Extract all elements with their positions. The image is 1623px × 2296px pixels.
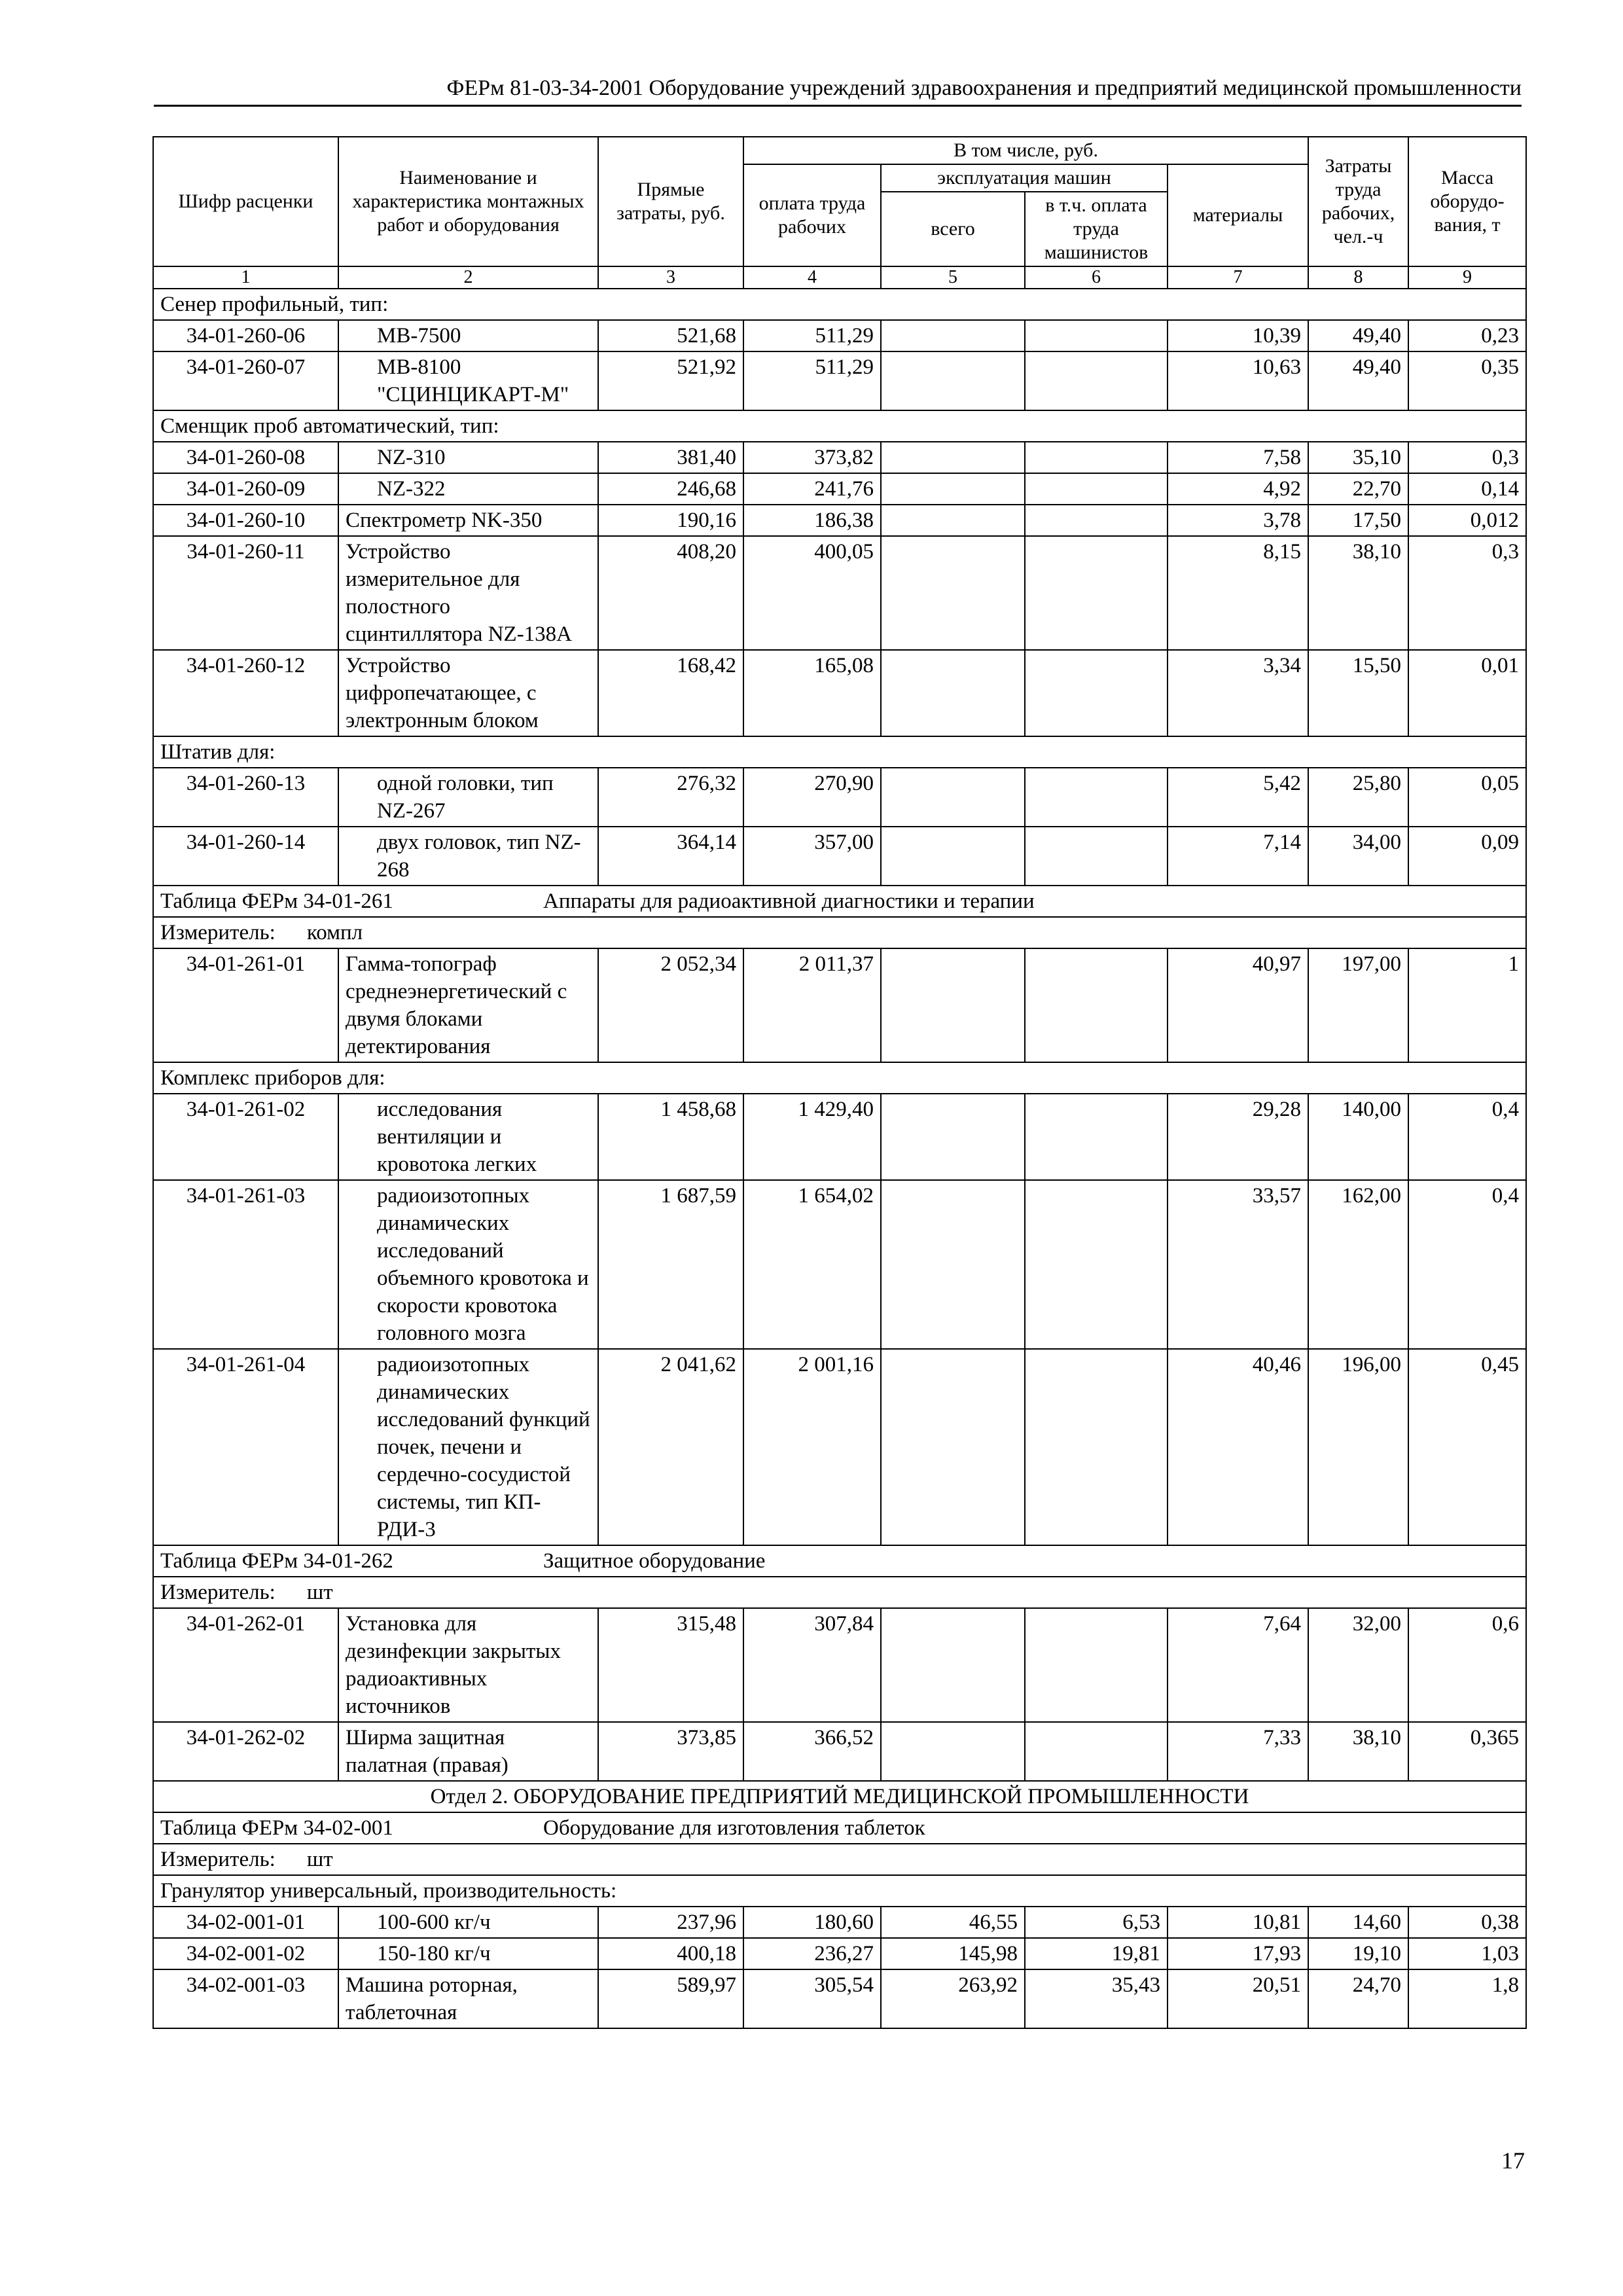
labor-cost: 511,29 <box>743 320 881 351</box>
page-header: ФЕРм 81-03-34-2001 Оборудование учреждений здравоохранения и предприятий медицинской промышленности <box>154 73 1522 107</box>
equipment-mass: 0,4 <box>1408 1180 1526 1349</box>
machine-cost <box>881 1094 1025 1180</box>
direct-cost: 190,16 <box>598 505 743 536</box>
machinist-cost <box>1025 1349 1168 1545</box>
rate-name: Спектрометр NK-350 <box>338 505 598 536</box>
machine-cost <box>881 536 1025 650</box>
rate-code: 34-01-260-09 <box>153 473 338 505</box>
materials-cost: 10,39 <box>1168 320 1308 351</box>
direct-cost: 408,20 <box>598 536 743 650</box>
rate-code: 34-01-260-06 <box>153 320 338 351</box>
machinist-cost <box>1025 320 1168 351</box>
rate-code: 34-01-260-08 <box>153 442 338 473</box>
col-mach-labor-header: в т.ч. оплата труда машинистов <box>1025 192 1168 266</box>
machine-cost <box>881 320 1025 351</box>
rate-code: 34-02-001-02 <box>153 1938 338 1969</box>
rate-code: 34-01-262-02 <box>153 1722 338 1781</box>
labor-cost: 2 001,16 <box>743 1349 881 1545</box>
table-title-row <box>153 1812 1526 1844</box>
direct-cost: 2 041,62 <box>598 1349 743 1545</box>
table-row <box>153 1907 1526 1938</box>
section-row <box>153 1875 1526 1907</box>
labor-hours: 38,10 <box>1308 536 1408 650</box>
col-incl-header: В том числе, руб. <box>743 137 1308 164</box>
labor-hours: 162,00 <box>1308 1180 1408 1349</box>
col-code-header: Шифр расценки <box>153 137 338 266</box>
measure-caption: Измеритель: <box>160 1581 276 1604</box>
rate-name: исследования вентиляции и кровотока легких <box>338 1094 598 1180</box>
labor-cost: 236,27 <box>743 1938 881 1969</box>
labor-hours: 140,00 <box>1308 1094 1408 1180</box>
table-row <box>153 320 1526 351</box>
rate-code: 34-02-001-01 <box>153 1907 338 1938</box>
rate-code: 34-01-260-13 <box>153 768 338 827</box>
machine-cost <box>881 650 1025 736</box>
equipment-mass: 0,6 <box>1408 1608 1526 1722</box>
materials-cost: 7,14 <box>1168 827 1308 886</box>
col-mach-total-header: всего <box>881 192 1025 266</box>
direct-cost: 315,48 <box>598 1608 743 1722</box>
labor-cost: 186,38 <box>743 505 881 536</box>
measure-row <box>153 1577 1526 1608</box>
rate-name: Установка для дезинфекции закрытых радиоактивных источников <box>338 1608 598 1722</box>
materials-cost: 3,34 <box>1168 650 1308 736</box>
equipment-mass: 1,8 <box>1408 1969 1526 2028</box>
labor-cost: 357,00 <box>743 827 881 886</box>
table-name: Защитное оборудование <box>543 1549 766 1573</box>
col-number: 6 <box>1025 266 1168 289</box>
col-name-header: Наименование и характеристика монтажных работ и оборудования <box>338 137 598 266</box>
machine-cost <box>881 505 1025 536</box>
col-number: 4 <box>743 266 881 289</box>
measure-row <box>153 917 1526 948</box>
equipment-mass: 0,45 <box>1408 1349 1526 1545</box>
machinist-cost <box>1025 473 1168 505</box>
col-labor-header: оплата труда рабочих <box>743 164 881 266</box>
col-direct-header: Прямые затраты, руб. <box>598 137 743 266</box>
rate-name: 150-180 кг/ч <box>338 1938 598 1969</box>
header-row <box>153 137 1526 164</box>
machinist-cost <box>1025 827 1168 886</box>
rate-code: 34-01-261-04 <box>153 1349 338 1545</box>
labor-hours: 32,00 <box>1308 1608 1408 1722</box>
labor-hours: 17,50 <box>1308 505 1408 536</box>
direct-cost: 1 687,59 <box>598 1180 743 1349</box>
table-code: Таблица ФЕРм 34-01-262 <box>160 1549 393 1573</box>
machine-cost <box>881 827 1025 886</box>
labor-cost: 180,60 <box>743 1907 881 1938</box>
rate-name: МВ-8100 "СЦИНЦИКАРТ-М" <box>338 351 598 410</box>
table-title-row <box>153 886 1526 917</box>
table-row <box>153 1969 1526 2028</box>
materials-cost: 7,58 <box>1168 442 1308 473</box>
table-row <box>153 505 1526 536</box>
direct-cost: 2 052,34 <box>598 948 743 1062</box>
col-hours-header: Затраты труда рабочих, чел.-ч <box>1308 137 1408 266</box>
machine-cost <box>881 473 1025 505</box>
machine-cost <box>881 768 1025 827</box>
section-row <box>153 410 1526 442</box>
equipment-mass: 0,365 <box>1408 1722 1526 1781</box>
materials-cost: 20,51 <box>1168 1969 1308 2028</box>
labor-hours: 22,70 <box>1308 473 1408 505</box>
rate-name: 100-600 кг/ч <box>338 1907 598 1938</box>
labor-cost: 241,76 <box>743 473 881 505</box>
direct-cost: 589,97 <box>598 1969 743 2028</box>
col-mach-header: эксплуатация машин <box>881 164 1168 192</box>
col-number: 9 <box>1408 266 1526 289</box>
direct-cost: 276,32 <box>598 768 743 827</box>
materials-cost: 10,63 <box>1168 351 1308 410</box>
table-row <box>153 473 1526 505</box>
machine-cost <box>881 442 1025 473</box>
equipment-mass: 0,14 <box>1408 473 1526 505</box>
machinist-cost <box>1025 351 1168 410</box>
table-row <box>153 1349 1526 1545</box>
table-title <box>153 1812 1526 1844</box>
direct-cost: 381,40 <box>598 442 743 473</box>
col-number: 1 <box>153 266 338 289</box>
rate-code: 34-01-260-12 <box>153 650 338 736</box>
labor-cost: 165,08 <box>743 650 881 736</box>
materials-cost: 40,97 <box>1168 948 1308 1062</box>
machinist-cost: 19,81 <box>1025 1938 1168 1969</box>
equipment-mass: 1 <box>1408 948 1526 1062</box>
col-number: 3 <box>598 266 743 289</box>
section-row <box>153 289 1526 320</box>
materials-cost: 5,42 <box>1168 768 1308 827</box>
direct-cost: 400,18 <box>598 1938 743 1969</box>
labor-cost: 2 011,37 <box>743 948 881 1062</box>
section-label: Гранулятор универсальный, производительность: <box>153 1875 1526 1907</box>
table-row <box>153 1180 1526 1349</box>
materials-cost: 29,28 <box>1168 1094 1308 1180</box>
materials-cost: 17,93 <box>1168 1938 1308 1969</box>
table-code: Таблица ФЕРм 34-01-261 <box>160 889 393 913</box>
rate-code: 34-01-262-01 <box>153 1608 338 1722</box>
measure-caption: Измеритель: <box>160 921 276 944</box>
labor-cost: 511,29 <box>743 351 881 410</box>
labor-hours: 38,10 <box>1308 1722 1408 1781</box>
rate-name: NZ-310 <box>338 442 598 473</box>
equipment-mass: 0,4 <box>1408 1094 1526 1180</box>
machinist-cost: 6,53 <box>1025 1907 1168 1938</box>
equipment-mass: 0,01 <box>1408 650 1526 736</box>
table-row <box>153 650 1526 736</box>
direct-cost: 246,68 <box>598 473 743 505</box>
direct-cost: 521,68 <box>598 320 743 351</box>
rate-code: 34-01-260-10 <box>153 505 338 536</box>
machinist-cost <box>1025 1722 1168 1781</box>
labor-hours: 49,40 <box>1308 320 1408 351</box>
col-number: 7 <box>1168 266 1308 289</box>
table-title-row <box>153 1545 1526 1577</box>
column-numbers-row <box>153 266 1526 289</box>
machine-cost <box>881 1349 1025 1545</box>
rate-name: одной головки, тип NZ-267 <box>338 768 598 827</box>
equipment-mass: 0,012 <box>1408 505 1526 536</box>
section-row <box>153 1062 1526 1094</box>
machinist-cost <box>1025 650 1168 736</box>
rate-name: Устройство измерительное для полостного сцинтиллятора NZ-138А <box>338 536 598 650</box>
rate-code: 34-01-261-02 <box>153 1094 338 1180</box>
section-label: Штатив для: <box>153 736 1526 768</box>
machinist-cost <box>1025 442 1168 473</box>
measure-unit: шт <box>306 1581 333 1604</box>
measure-caption: Измеритель: <box>160 1848 276 1871</box>
measure-row <box>153 1844 1526 1875</box>
direct-cost: 1 458,68 <box>598 1094 743 1180</box>
table-row <box>153 1722 1526 1781</box>
table-title <box>153 886 1526 917</box>
machinist-cost <box>1025 1094 1168 1180</box>
section-label: Сменщик проб автоматический, тип: <box>153 410 1526 442</box>
rate-code: 34-01-261-03 <box>153 1180 338 1349</box>
rate-name: МВ-7500 <box>338 320 598 351</box>
equipment-mass: 1,03 <box>1408 1938 1526 1969</box>
table-row <box>153 351 1526 410</box>
table-row <box>153 536 1526 650</box>
section-row <box>153 736 1526 768</box>
labor-hours: 34,00 <box>1308 827 1408 886</box>
machine-cost <box>881 1608 1025 1722</box>
labor-cost: 305,54 <box>743 1969 881 2028</box>
equipment-mass: 0,38 <box>1408 1907 1526 1938</box>
machinist-cost <box>1025 768 1168 827</box>
materials-cost: 4,92 <box>1168 473 1308 505</box>
rate-name: Гамма-топограф среднеэнергетический с двумя блоками детектирования <box>338 948 598 1062</box>
equipment-mass: 0,23 <box>1408 320 1526 351</box>
rates-table <box>152 136 1527 2029</box>
machine-cost: 46,55 <box>881 1907 1025 1938</box>
equipment-mass: 0,05 <box>1408 768 1526 827</box>
labor-hours: 197,00 <box>1308 948 1408 1062</box>
labor-cost: 270,90 <box>743 768 881 827</box>
measure-label <box>153 917 1526 948</box>
table-title <box>153 1545 1526 1577</box>
rate-code: 34-01-260-11 <box>153 536 338 650</box>
section-label: Комплекс приборов для: <box>153 1062 1526 1094</box>
rate-name: NZ-322 <box>338 473 598 505</box>
labor-cost: 400,05 <box>743 536 881 650</box>
table-row <box>153 442 1526 473</box>
table-row <box>153 1608 1526 1722</box>
machine-cost: 145,98 <box>881 1938 1025 1969</box>
materials-cost: 33,57 <box>1168 1180 1308 1349</box>
labor-hours: 25,80 <box>1308 768 1408 827</box>
machinist-cost <box>1025 1180 1168 1349</box>
direct-cost: 521,92 <box>598 351 743 410</box>
rate-code: 34-01-261-01 <box>153 948 338 1062</box>
labor-hours: 15,50 <box>1308 650 1408 736</box>
col-number: 5 <box>881 266 1025 289</box>
equipment-mass: 0,3 <box>1408 536 1526 650</box>
rate-name: радиоизотопных динамических исследований объемного кровотока и скорости кровотока головного мозга <box>338 1180 598 1349</box>
direct-cost: 168,42 <box>598 650 743 736</box>
machinist-cost: 35,43 <box>1025 1969 1168 2028</box>
labor-hours: 35,10 <box>1308 442 1408 473</box>
machine-cost <box>881 1180 1025 1349</box>
materials-cost: 8,15 <box>1168 536 1308 650</box>
rate-code: 34-02-001-03 <box>153 1969 338 2028</box>
machine-cost <box>881 1722 1025 1781</box>
equipment-mass: 0,09 <box>1408 827 1526 886</box>
labor-cost: 307,84 <box>743 1608 881 1722</box>
materials-cost: 7,33 <box>1168 1722 1308 1781</box>
machinist-cost <box>1025 536 1168 650</box>
machinist-cost <box>1025 505 1168 536</box>
department-title: Отдел 2. ОБОРУДОВАНИЕ ПРЕДПРИЯТИЙ МЕДИЦИНСКОЙ ПРОМЫШЛЕННОСТИ <box>153 1781 1526 1812</box>
labor-hours: 14,60 <box>1308 1907 1408 1938</box>
machine-cost <box>881 948 1025 1062</box>
table-row <box>153 1094 1526 1180</box>
rate-name: Устройство цифропечатающее, с электронным блоком <box>338 650 598 736</box>
materials-cost: 10,81 <box>1168 1907 1308 1938</box>
col-number: 8 <box>1308 266 1408 289</box>
labor-hours: 49,40 <box>1308 351 1408 410</box>
materials-cost: 40,46 <box>1168 1349 1308 1545</box>
labor-cost: 1 654,02 <box>743 1180 881 1349</box>
labor-hours: 24,70 <box>1308 1969 1408 2028</box>
table-name: Аппараты для радиоактивной диагностики и терапии <box>543 889 1035 913</box>
rate-name: двух головок, тип NZ-268 <box>338 827 598 886</box>
rate-code: 34-01-260-14 <box>153 827 338 886</box>
page-number: 17 <box>1501 2147 1525 2174</box>
labor-cost: 366,52 <box>743 1722 881 1781</box>
direct-cost: 373,85 <box>598 1722 743 1781</box>
labor-cost: 373,82 <box>743 442 881 473</box>
table-name: Оборудование для изготовления таблеток <box>543 1816 925 1840</box>
labor-hours: 196,00 <box>1308 1349 1408 1545</box>
section-label: Сенер профильный, тип: <box>153 289 1526 320</box>
col-materials-header: материалы <box>1168 164 1308 266</box>
machinist-cost <box>1025 948 1168 1062</box>
measure-label <box>153 1844 1526 1875</box>
measure-unit: компл <box>306 921 363 944</box>
machine-cost <box>881 351 1025 410</box>
measure-label <box>153 1577 1526 1608</box>
labor-cost: 1 429,40 <box>743 1094 881 1180</box>
rate-name: Машина роторная, таблеточная <box>338 1969 598 2028</box>
materials-cost: 3,78 <box>1168 505 1308 536</box>
col-number: 2 <box>338 266 598 289</box>
table-code: Таблица ФЕРм 34-02-001 <box>160 1816 393 1840</box>
direct-cost: 364,14 <box>598 827 743 886</box>
table-row <box>153 827 1526 886</box>
rate-code: 34-01-260-07 <box>153 351 338 410</box>
machine-cost: 263,92 <box>881 1969 1025 2028</box>
table-row <box>153 948 1526 1062</box>
labor-hours: 19,10 <box>1308 1938 1408 1969</box>
measure-unit: шт <box>306 1848 333 1871</box>
department-row <box>153 1781 1526 1812</box>
materials-cost: 7,64 <box>1168 1608 1308 1722</box>
rate-name: радиоизотопных динамических исследований функций почек, печени и сердечно-сосудистой системы, тип КП-РДИ-3 <box>338 1349 598 1545</box>
table-row <box>153 768 1526 827</box>
equipment-mass: 0,35 <box>1408 351 1526 410</box>
machinist-cost <box>1025 1608 1168 1722</box>
equipment-mass: 0,3 <box>1408 442 1526 473</box>
table-row <box>153 1938 1526 1969</box>
rate-name: Ширма защитная палатная (правая) <box>338 1722 598 1781</box>
col-mass-header: Масса оборудо-вания, т <box>1408 137 1526 266</box>
direct-cost: 237,96 <box>598 1907 743 1938</box>
